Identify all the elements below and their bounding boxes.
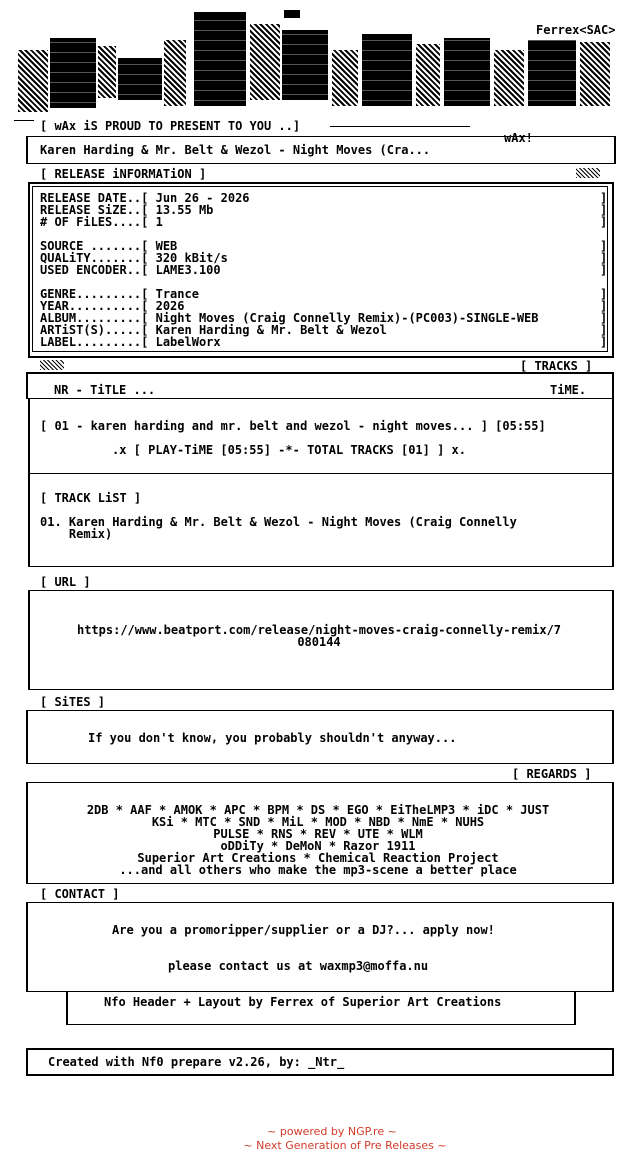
tracklist-line: Remix) [40,527,113,541]
ngp-tagline: ~ Next Generation of Pre Releases ~ [243,1139,447,1152]
sites-text: If you don't know, you probably shouldn't anyway... [88,731,457,745]
info-row: QUALiTY.......[ 320 kBit/s [40,251,228,265]
contact-email[interactable]: please contact us at waxmp3@moffa.nu [168,959,429,973]
info-row: SOURCE .......[ WEB [40,239,178,253]
regards-heading: [ REGARDS ] [512,767,592,781]
info-row: GENRE.........[ Trance [40,287,199,301]
info-row: ARTiST(S).....[ Karen Harding & Mr. Belt & Wezol [40,323,387,337]
regards-line: Superior Art Creations * Chemical Reaction Project [137,851,499,865]
info-row: LABEL.........[ LabelWorx [40,335,221,349]
tracklist-line: 01. Karen Harding & Mr. Belt & Wezol - Night Moves (Craig Connelly [40,515,517,529]
tracks-box [28,398,614,474]
info-row: RELEASE SiZE..[ 13.55 Mb [40,203,214,217]
regards-line: KSi * MTC * SND * MiL * MOD * NBD * NmE * NUHS [151,815,485,829]
track-line[interactable]: [ 01 - karen harding and mr. belt and wezol - night moves... ] [05:55] [40,419,546,433]
regards-line: oDDiTy * DeMoN * Razor 1911 [220,839,416,853]
col-time: TiME. [550,383,587,397]
info-row: ALBUM.........[ Night Moves (Craig Connelly Remix)-(PC003)-SINGLE-WEB [40,311,539,325]
regards-line: PULSE * RNS * REV * UTE * WLM [213,827,423,841]
info-row: YEAR..........[ 2026 [40,299,185,313]
release-info-heading: [ RELEASE iNFORMATiON ] [40,167,207,181]
sites-heading: [ SiTES ] [40,695,106,709]
info-row: # OF FiLES....[ 1 [40,215,163,229]
url-link[interactable]: https://www.beatport.com/release/night-moves-craig-connelly-remix/7 [76,623,562,637]
info-row: RELEASE DATE..[ Jun 26 - 2026 [40,191,250,205]
proud-text: [ wAx iS PROUD TO PRESENT TO YOU ..] [40,119,301,133]
regards-line: ...and all others who make the mp3-scene a better place [119,863,517,877]
release-title: Karen Harding & Mr. Belt & Wezol - Night Moves (Cra... [40,143,431,157]
created-with: Created with Nf0 prepare v2.26, by: _Ntr_ [48,1055,345,1069]
info-row: USED ENCODER..[ LAME3.100 [40,263,221,277]
wax-tag: wAx! [504,131,533,145]
logo-art [14,10,614,120]
contact-line: Are you a promoripper/supplier or a DJ?... apply now! [112,923,495,937]
signature: Ferrex<SAC> [536,23,616,37]
tracks-summary: .x [ PLAY-TiME [05:55] -*- TOTAL TRACKS [01] ] x. [112,443,467,457]
tracklist-heading: [ TRACK LiST ] [40,491,142,505]
contact-heading: [ CONTACT ] [40,887,120,901]
url-heading: [ URL ] [40,575,91,589]
contact-box [26,902,614,992]
powered-by[interactable]: ~ powered by NGP.re ~ [267,1125,397,1138]
col-nr-title: NR - TiTLE ... [54,383,156,397]
url-link-cont[interactable]: 080144 [297,635,341,649]
nfo-credit: Nfo Header + Layout by Ferrex of Superior Art Creations [104,995,502,1009]
regards-line: 2DB * AAF * AMOK * APC * BPM * DS * EGO * EiTheLMP3 * iDC * JUST [86,803,550,817]
tracks-heading: [ TRACKS ] [520,359,593,373]
